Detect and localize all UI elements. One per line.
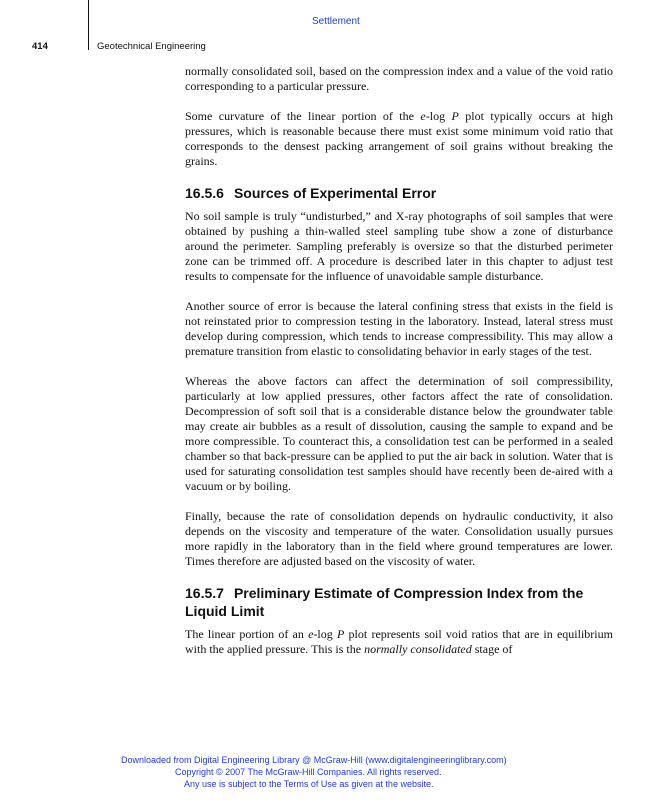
text-run: -log	[425, 109, 452, 123]
paragraph: Another source of error is because the lateral confining stress that exists in the field is not reinstated prior to compression testing in the laboratory. Instead, lateral stress must develop during compression, which tends to increase compressibility. This may allow a premature transition from elastic to consolidating behavior in early stages of the test.	[185, 299, 613, 358]
text-run: Some curvature of the linear portion of the	[185, 109, 421, 123]
paragraph	[185, 627, 613, 657]
text-run: stage of	[471, 642, 513, 656]
italic-e: e	[308, 627, 314, 641]
italic-p: P	[451, 109, 459, 123]
paragraph: No soil sample is truly “undisturbed,” and X-ray photographs of soil samples that were obtained by pushing a thin-walled steel sampling tube show a zone of disturbance around the perimeter. Sampling preferably is oversize so that the disturbed perimeter zone can be trimmed off. A procedure is described later in this chapter to adjust test results to compensate for the influence of unavoidable sample disturbance.	[185, 209, 613, 283]
italic-p: P	[336, 627, 345, 641]
book-title: Geotechnical Engineering	[97, 41, 206, 52]
paragraph: Whereas the above factors can affect the determination of soil compressibility, particularly at low applied pressures, other factors affect the rate of consolidation. Decompression of soft soil that is a considerable distance below the groundwater table may create air bubbles as a result of dissolution, causing the sample to expand and be more compressible. To counteract this, a consolidation test can be performed in a sealed chamber so that back-pressure can be applied to put the air back in solution. Water that is used for saturating consolidation test samples should have recently been de-aired with a vacuum or by boiling.	[185, 374, 613, 493]
page-body	[185, 64, 613, 672]
section-heading-16-5-6	[185, 184, 613, 202]
header-divider	[88, 0, 89, 50]
text-run: plot typically occurs at high pressures, which is reasonable because there must exist some minimum void ratio that corresponds to the densest packing arrangement of soil grains without breaking the grains.	[185, 109, 613, 168]
running-head: Settlement	[312, 16, 360, 27]
section-heading-16-5-7	[185, 584, 613, 620]
page-number: 414	[32, 41, 48, 52]
section-title: Sources of Experimental Error	[233, 185, 437, 201]
text-run: The linear portion of an	[185, 627, 309, 641]
paragraph	[185, 109, 613, 169]
italic-e: e	[420, 109, 426, 123]
italic-term: normally consolidated	[364, 642, 472, 656]
footer-copyright: Copyright © 2007 The McGraw-Hill Companies. All rights reserved.	[175, 767, 442, 777]
paragraph: normally consolidated soil, based on the compression index and a value of the void ratio corresponding to a particular pressure.	[185, 64, 613, 93]
section-title: Preliminary Estimate of Compression Index from the Liquid Limit	[185, 585, 584, 619]
footer-download-link[interactable]: Downloaded from Digital Engineering Library @ McGraw-Hill (www.digitalengineeringlibrary.com)	[121, 755, 507, 765]
footer-terms: Any use is subject to the Terms of Use as given at the website.	[184, 779, 434, 789]
text-run: plot represents soil void ratios that are in equilibrium with the applied pressure. This is the	[185, 627, 613, 656]
section-number: 16.5.7	[185, 585, 224, 601]
footer	[0, 754, 666, 790]
paragraph: Finally, because the rate of consolidation depends on hydraulic conductivity, it also depends on the viscosity and temperature of the water. Consolidation usually pursues more rapidly in the laboratory than in the field where ground temperatures are lower. Times therefore are adjusted based on the viscosity of water.	[185, 509, 613, 568]
section-number: 16.5.6	[185, 185, 224, 201]
text-run: -log	[313, 627, 337, 641]
